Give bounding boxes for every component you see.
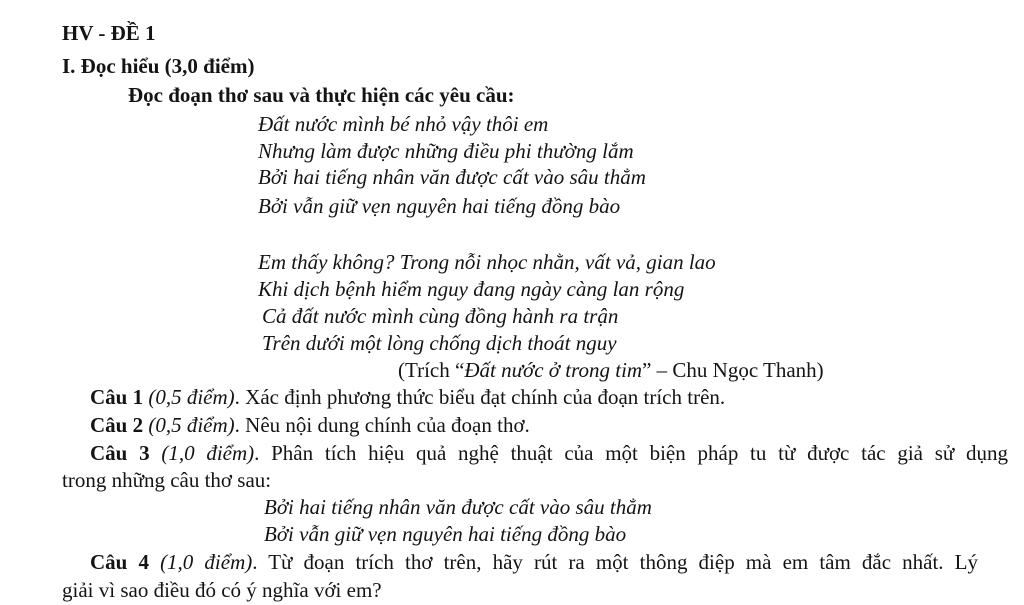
question-label: Câu 4: [90, 550, 149, 574]
quoted-poem-line: Bởi hai tiếng nhân văn được cất vào sâu thẳm: [264, 495, 652, 519]
question-label: Câu 1: [90, 385, 144, 409]
citation-suffix: ” – Chu Ngọc Thanh): [642, 358, 824, 382]
exam-code: HV - ĐỀ 1: [62, 21, 156, 45]
poem-line: Trên dưới một lòng chống dịch thoát nguy: [262, 331, 617, 355]
poem-line: Cả đất nước mình cùng đồng hành ra trận: [262, 304, 619, 328]
question-3-line-1: [90, 440, 1008, 466]
question-4-line-1: [90, 549, 978, 575]
question-points: (1,0 điểm): [160, 550, 253, 574]
citation: [398, 357, 824, 383]
question-points: (1,0 điểm): [161, 441, 255, 465]
citation-work-title: Đất nước ở trong tim: [464, 358, 643, 382]
question-text: . Nêu nội dung chính của đoạn thơ.: [234, 413, 530, 437]
question-2: [90, 412, 530, 438]
poem-line: Bởi hai tiếng nhân văn được cất vào sâu thẳm: [258, 165, 646, 189]
poem-line: Em thấy không? Trong nỗi nhọc nhằn, vất vả, gian lao: [258, 250, 716, 274]
question-points: (0,5 điểm): [148, 385, 235, 409]
question-text: . Từ đoạn trích thơ trên, hãy rút ra một thông điệp mà em tâm đắc nhất. Lý: [252, 550, 978, 574]
question-3-line-2: trong những câu thơ sau:: [62, 468, 272, 492]
question-points: (0,5 điểm): [148, 413, 235, 437]
question-label: Câu 2: [90, 413, 144, 437]
question-text: . Xác định phương thức biểu đạt chính của đoạn trích trên.: [234, 385, 726, 409]
instruction: Đọc đoạn thơ sau và thực hiện các yêu cầu:: [128, 83, 515, 107]
quoted-poem-line: Bởi vẫn giữ vẹn nguyên hai tiếng đồng bào: [264, 522, 627, 546]
poem-line: Khi dịch bệnh hiểm nguy đang ngày càng lan rộng: [258, 277, 685, 301]
poem-line: Đất nước mình bé nhỏ vậy thôi em: [258, 112, 549, 136]
question-label: Câu 3: [90, 441, 150, 465]
poem-line: Bởi vẫn giữ vẹn nguyên hai tiếng đồng bào: [258, 194, 621, 218]
question-text: . Phân tích hiệu quả nghệ thuật của một biện pháp tu từ được tác giả sử dụng: [254, 441, 1009, 465]
question-1: [90, 384, 725, 410]
question-4-line-2: giải vì sao điều đó có ý nghĩa với em?: [62, 578, 382, 602]
poem-line: Nhưng làm được những điều phi thường lắm: [258, 139, 634, 163]
section-title: I. Đọc hiểu (3,0 điểm): [62, 54, 255, 78]
citation-prefix: (Trích “: [398, 358, 465, 382]
